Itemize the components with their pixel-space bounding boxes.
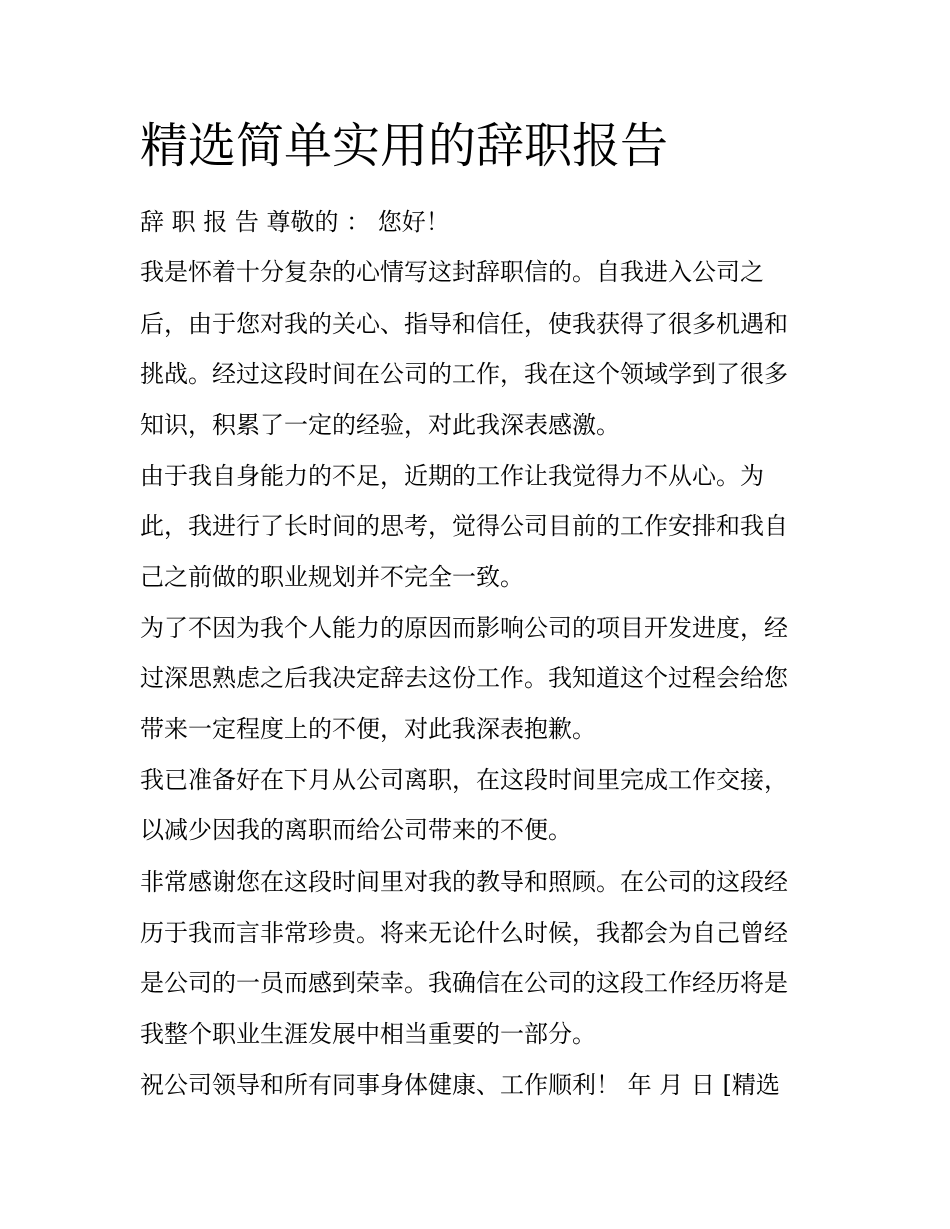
body-line: 此，我进行了长时间的思考，觉得公司目前的工作安排和我自: [140, 512, 788, 540]
body-line: 我整个职业生涯发展中相当重要的一部分。: [140, 1020, 596, 1048]
body-line: 历于我而言非常珍贵。将来无论什么时候，我都会为自己曾经: [140, 919, 788, 947]
document-title: 精选简单实用的辞职报告: [140, 118, 669, 174]
body-line: 是公司的一员而感到荣幸。我确信在公司的这段工作经历将是: [140, 969, 788, 997]
body-line: 带来一定程度上的不便，对此我深表抱歉。: [140, 715, 596, 743]
body-line: 非常感谢您在这段时间里对我的教导和照顾。在公司的这段经: [140, 868, 788, 896]
body-line: 挑战。经过这段时间在公司的工作，我在这个领域学到了很多: [140, 360, 788, 388]
body-line: 己之前做的职业规划并不完全一致。: [140, 563, 524, 591]
body-line: 我是怀着十分复杂的心情写这封辞职信的。自我进入公司之: [140, 258, 764, 286]
body-line: 后，由于您对我的关心、指导和信任，使我获得了很多机遇和: [140, 310, 788, 338]
body-line: 以减少因我的离职而给公司带来的不便。: [140, 816, 572, 844]
body-line: 由于我自身能力的不足，近期的工作让我觉得力不从心。为: [140, 462, 764, 490]
salutation-line: 辞 职 报 告 尊敬的 ： 您好！: [140, 208, 450, 236]
body-line: 知识，积累了一定的经验，对此我深表感激。: [140, 411, 620, 439]
body-line: 我已准备好在下月从公司离职，在这段时间里完成工作交接，: [140, 766, 788, 794]
body-line: 为了不因为我个人能力的原因而影响公司的项目开发进度，经: [140, 614, 788, 642]
body-line: 过深思熟虑之后我决定辞去这份工作。我知道这个过程会给您: [140, 664, 788, 692]
body-line: 祝公司领导和所有同事身体健康、工作顺利！ 年 月 日 [精选: [140, 1071, 780, 1099]
